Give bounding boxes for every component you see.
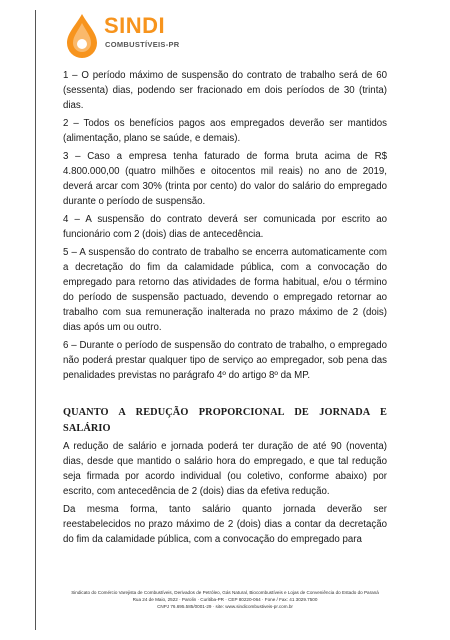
fuel-drop-icon [64, 13, 100, 59]
paragraph-item-4: 4 – A suspensão do contrato deverá ser comunicada por escrito ao funcionário com 2 (dois) dias de antecedência. [63, 214, 387, 240]
paragraph-item-3: 3 – Caso a empresa tenha faturado de forma bruta acima de R$ 4.800.000,00 (quatro milhões e oitocentos mil reais) no ano de 2019, deverá arcar com 30% (trinta por cento) do valor do salário do empregado durante o período de suspensão. [63, 151, 387, 207]
section-paragraph-2: Da mesma forma, tanto salário quanto jornada deverão ser reestabelecidos no prazo máximo de 2 (dois) dias a contar da decretação do fim da calamidade pública, com a convocação do empregado para [63, 504, 387, 545]
margin-rule [35, 10, 36, 630]
logo-name: SINDI [104, 13, 166, 38]
paragraph-item-2: 2 – Todos os benefícios pagos aos empregados deverão ser mantidos (alimentação, plano se saúde, e demais). [63, 118, 387, 144]
section-paragraph-1: A redução de salário e jornada poderá ter duração de até 90 (noventa) dias, desde que mantido o salário hora do empregado, e que tal redução seja firmada por acordo individual (ou coletivo, conforme abaixo) por escrito, com antecedência de 2 (dois) dias da efetiva redução. [63, 441, 387, 497]
logo-subtitle: COMBUSTÍVEIS-PR [105, 40, 180, 49]
document-body [63, 68, 387, 550]
footer-line-2: Rua 24 de Maio, 2522 · Parolin · Curitiba-PR · CEP 80220-064 · Fone / Fax: 41 3029.7500 [132, 597, 318, 602]
section-heading: QUANTO A REDUÇÃO PROPORCIONAL DE JORNADA E SALÁRIO [63, 407, 387, 434]
paragraph-item-6: 6 – Durante o período de suspensão do contrato de trabalho, o empregado não poderá prestar qualquer tipo de serviço ao empregador, sob pena das penalidades previstas no parágrafo 4º do artigo 8º da MP. [63, 340, 387, 381]
sindi-logo [64, 13, 194, 61]
paragraph-item-1: 1 – O período máximo de suspensão do contrato de trabalho será de 60 (sessenta) dias, podendo ser fracionado em dois períodos de 30 (trinta) dias. [63, 70, 387, 111]
footer-line-3: CNPJ 76.695.585/0001-29 · site: www.sindicombustiveis-pr.com.br [157, 604, 293, 609]
footer-line-1: Sindicato do Comércio Varejista de Combustíveis, Derivados de Petróleo, Gás Natural, Biocombustíveis e Lojas de Conveniência do Estado do Paraná [71, 590, 379, 595]
page-footer [55, 589, 395, 610]
paragraph-item-5: 5 – A suspensão do contrato de trabalho se encerra automaticamente com a decretação do fim da calamidade pública, com a convocação do empregado para retorno das atividades de forma habitual, e/ou o término do período de suspensão pactuado, devendo o empregado retornar ao trabalho com sua remuneração inalterada no prazo máximo de 2 (dois) dias após um ou outro. [63, 247, 387, 333]
